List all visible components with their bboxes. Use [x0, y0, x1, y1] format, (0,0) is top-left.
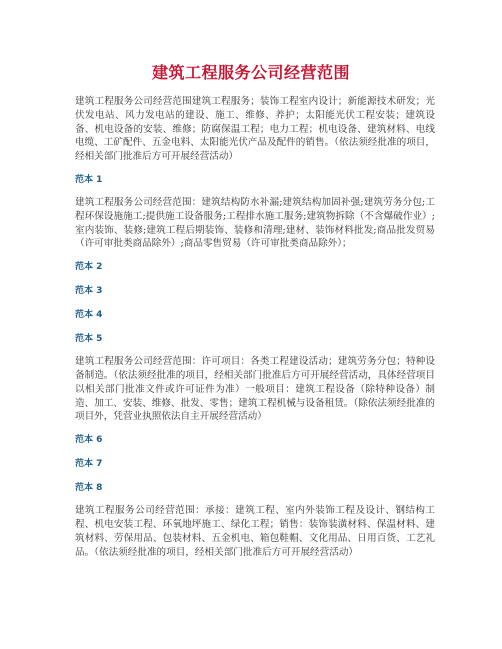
document-body — [75, 95, 435, 569]
section-heading-7: 范本 7 — [75, 459, 103, 470]
section-heading-6: 范本 6 — [75, 435, 103, 446]
intro-paragraph: 建筑工程服务公司经营范围建筑工程服务；装饰工程室内设计；新能源技术研发；光伏发电站、风力发电站的建设、施工、维修、养护；太阳能光伏工程安装；建筑设备、机电设备的安装、维修；防腐保温工程；电力工程；机电设备、建筑材料、电线电缆、工矿配件、五金电料、太阳能光伏产品及配件的销售。（依法须经批准的项目，经相关部门批准后方可开展经营活动） — [75, 96, 435, 163]
section-heading-2: 范本 2 — [75, 262, 103, 273]
section-heading-5: 范本 5 — [75, 334, 103, 345]
section-heading-1: 范本 1 — [75, 174, 103, 185]
section-heading-4: 范本 4 — [75, 310, 103, 321]
section-heading-8: 范本 8 — [75, 483, 103, 494]
section-heading-3: 范本 3 — [75, 286, 103, 297]
section-text-8: 建筑工程服务公司经营范围：承接：建筑工程、室内外装饰工程及设计、钢结构工程、机电安装工程、环氧地坪施工、绿化工程；销售：装饰装潢材料、保温材料、建筑材料、劳保用品、包装材料、五金机电、箱包鞋帽、文化用品、日用百货、工艺礼品。（依法须经批准的项目，经相关部门批准后方可开展经营活动） — [75, 505, 435, 558]
section-text-5: 建筑工程服务公司经营范围：许可项目：各类工程建设活动；建筑劳务分包；特种设备制造。（依法须经批准的项目，经相关部门批准后方可开展经营活动，具体经营项目以相关部门批准文件或许可证件为准）一般项目：建筑工程设备（除特种设备）制造、加工、安装、维修、批发、零售；建筑工程机械与设备租赁。（除依法须经批准的项目外，凭营业执照依法自主开展经营活动） — [75, 356, 435, 423]
document-title: 建筑工程服务公司经营范围 — [151, 63, 350, 82]
section-text-1: 建筑工程服务公司经营范围：建筑结构防水补漏;建筑结构加固补强;建筑劳务分包;工程环保设施施工;提供施工设备服务;工程排水施工服务;建筑物拆除（不含爆破作业）;室内装饰、装修;建筑工程后期装饰、装修和清理;建材、装饰材料批发;商品批发贸易（许可审批类商品除外）;商品零售贸易（许可审批类商品除外）； — [75, 196, 435, 250]
